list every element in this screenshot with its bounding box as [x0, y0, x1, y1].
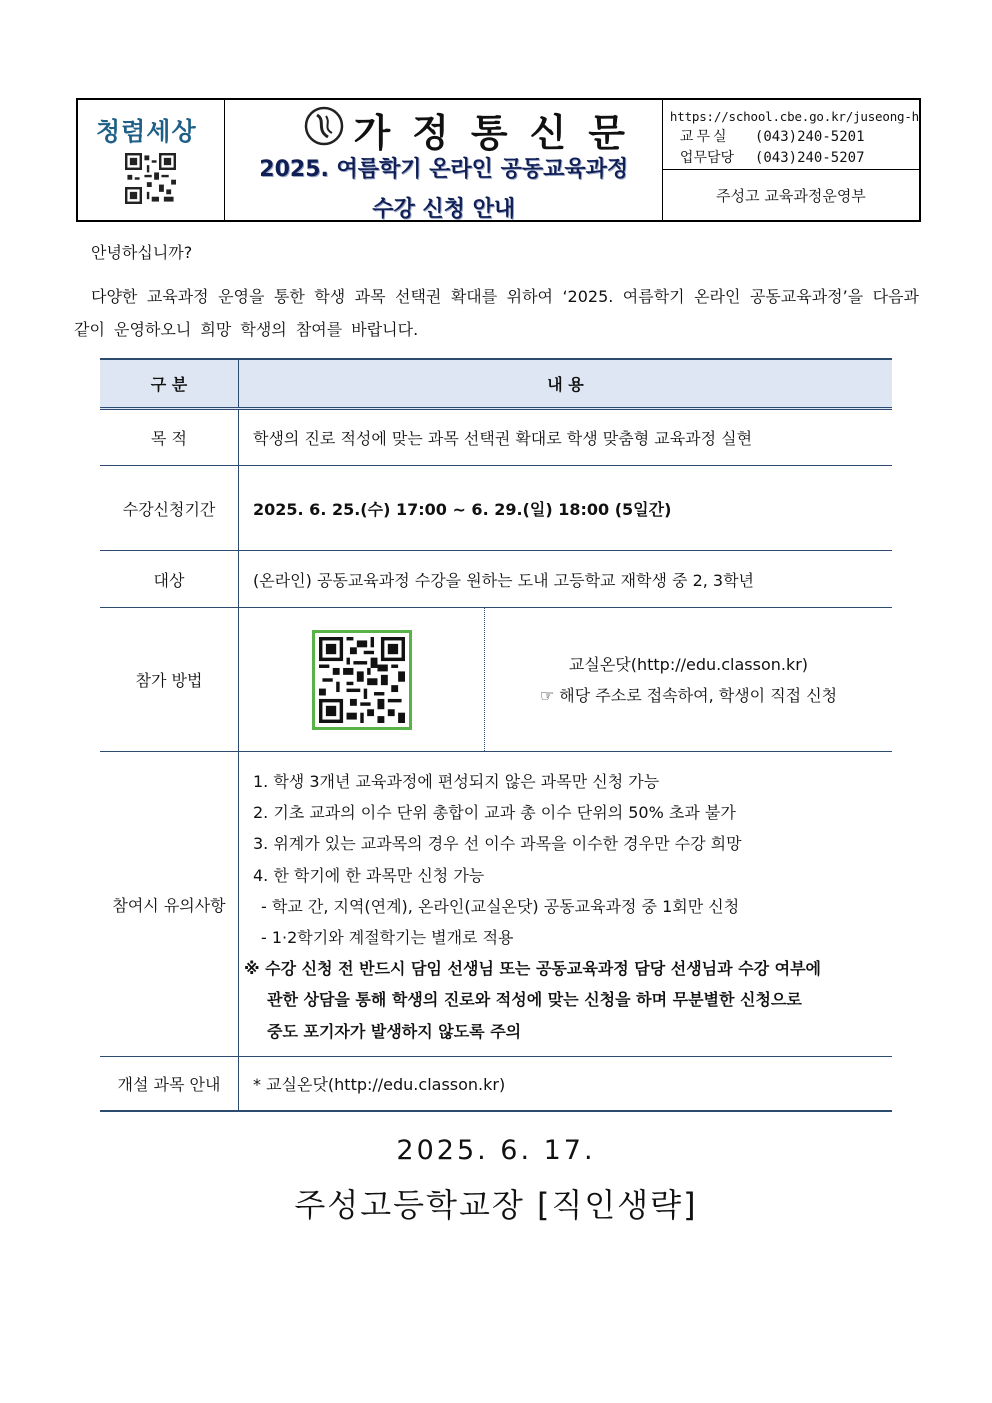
title-cell: [225, 100, 662, 220]
row-label: 목 적: [100, 409, 239, 466]
greeting: 안녕하십니까?: [91, 243, 193, 262]
period-value: 2025. 6. 25.(수) 17:00 ~ 6. 29.(일) 18:00 (5일간): [239, 466, 893, 551]
department-name: 주성고 교육과정운영부: [716, 186, 866, 205]
notes-content: [239, 752, 893, 1057]
header-content: 내 용: [239, 359, 893, 409]
table-row-course: [100, 1057, 892, 1111]
table-row-target: [100, 551, 892, 608]
row-label: 대상: [100, 551, 239, 608]
table-row-period: [100, 466, 892, 551]
target-value: (온라인) 공동교육과정 수강을 원하는 도내 고등학교 재학생 중 2, 3학년: [239, 551, 893, 608]
method-instruction: ☞ 해당 주소로 접속하여, 학생이 직접 신청: [539, 685, 838, 705]
row-label: 개설 과목 안내: [100, 1057, 239, 1111]
phone-label: 업무담당: [679, 150, 735, 166]
method-text: [485, 608, 892, 751]
classon-site-link[interactable]: 교실온닷(http://edu.classon.kr): [568, 654, 809, 674]
notice-subtitle-line2: 수강 신청 안내: [372, 197, 516, 222]
table-row-method: [100, 608, 892, 752]
table-row-purpose: [100, 409, 892, 466]
purpose-value: 학생의 진로 적성에 맞는 과목 선택권 확대로 학생 맞춤형 교육과정 실현: [239, 409, 893, 466]
info-table: [100, 358, 892, 1112]
phone-row-staff: [670, 148, 919, 169]
method-qr-cell: [239, 608, 485, 751]
school-url-link[interactable]: https://school.cbe.go.kr/juseong-h: [669, 109, 919, 124]
intro-paragraph: 다양한 교육과정 운영을 통한 학생 과목 선택권 확대를 위하여 ‘2025. 여름학기 온라인 공동교육과정’을 다음과 같이 운영하오니 희망 학생의 참여를 바랍니다.: [74, 287, 919, 339]
clean-world-logo: 청렴세상: [96, 117, 197, 146]
phone-row-office: [670, 127, 919, 148]
note-item: 2. 기초 교과의 이수 단위 총합이 교과 총 이수 단위의 50% 초과 불가: [253, 803, 736, 823]
notice-header: [76, 98, 921, 222]
warning-line: ※ 수강 신청 전 반드시 담임 선생님 또는 공동교육과정 담당 선생님과 수강 여부에: [244, 959, 821, 979]
notice-title: 가정통신문: [353, 110, 647, 155]
note-sub-item: - 1·2학기와 계절학기는 별개로 적용: [261, 928, 514, 948]
table-header-row: [100, 359, 892, 409]
row-label: 참여시 유의사항: [100, 752, 239, 1057]
note-sub-item: - 학교 간, 지역(연계), 온라인(교실온닷) 공동교육과정 중 1회만 신청: [261, 896, 740, 916]
phone-label: 교무실: [679, 129, 730, 145]
phone-number: (043)240-5201: [754, 129, 865, 145]
row-label: 수강신청기간: [100, 466, 239, 551]
classon-qr-code-icon[interactable]: [312, 630, 412, 730]
school-emblem-icon: [304, 106, 344, 146]
warning-line: 관한 상담을 통해 학생의 진로와 적성에 맞는 신청을 하며 무분별한 신청으로: [267, 990, 802, 1010]
logo-cell: [78, 100, 225, 220]
phone-number: (043)240-5207: [754, 150, 865, 166]
table-row-notes: [100, 752, 892, 1057]
principal-signature: 주성고등학교장 [직인생략]: [294, 1186, 698, 1224]
method-content: [239, 608, 893, 752]
note-item: 3. 위계가 있는 교과목의 경우 선 이수 과목을 이수한 경우만 수강 희망: [253, 834, 742, 854]
course-link[interactable]: * 교실온닷(http://edu.classon.kr): [239, 1057, 893, 1111]
issue-date: 2025. 6. 17.: [396, 1135, 596, 1166]
header-category: 구 분: [100, 359, 239, 409]
header-qr-code-icon: [125, 153, 176, 204]
note-item: 4. 한 학기에 한 과목만 신청 가능: [253, 865, 485, 885]
contact-info: [663, 100, 919, 170]
notice-subtitle-line1: 2025. 여름학기 온라인 공동교육과정: [259, 157, 629, 182]
row-label: 참가 방법: [100, 608, 239, 752]
warning-line: 중도 포기자가 발생하지 않도록 주의: [267, 1021, 522, 1041]
note-item: 1. 학생 3개년 교육과정에 편성되지 않은 과목만 신청 가능: [253, 772, 660, 791]
contact-cell: [663, 100, 919, 220]
